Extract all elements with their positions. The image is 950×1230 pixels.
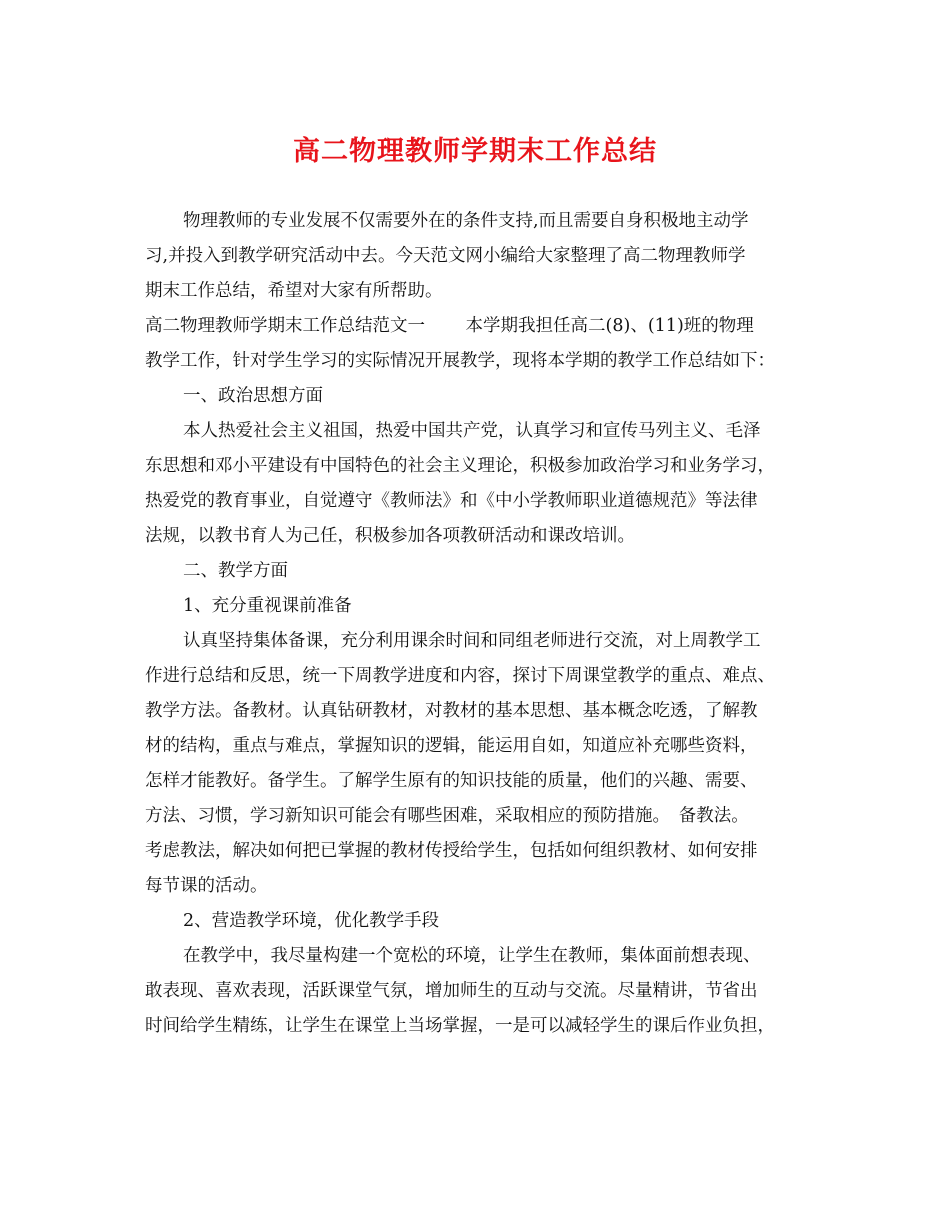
text-line: 法规，以教书育人为己任，积极参加各项教研活动和课改培训。 <box>145 526 635 546</box>
text-line: 习,并投入到教学研究活动中去。今天范文网小编给大家整理了高二物理教师学 <box>145 246 746 266</box>
text-line: 时间给学生精练，让学生在课堂上当场掌握，一是可以减轻学生的课后作业负担， <box>145 1016 775 1036</box>
section-heading: 一、政治思想方面 <box>183 386 323 406</box>
text-line: 作进行总结和反思，统一下周教学进度和内容，探讨下周课堂教学的重点、难点、 <box>145 666 775 686</box>
text-line: 热爱党的教育事业，自觉遵守《教师法》和《中小学教师职业道德规范》等法律 <box>145 491 758 511</box>
text-line: 在教学中，我尽量构建一个宽松的环境，让学生在教师，集体面前想表现、 <box>183 946 761 966</box>
text-line: 高二物理教师学期末工作总结范文一 本学期我担任高二(8)、(11)班的物理 <box>145 316 754 336</box>
text-line: 材的结构，重点与难点，掌握知识的逻辑，能运用自如，知道应补充哪些资料， <box>145 736 758 756</box>
document-body <box>145 204 805 1044</box>
text-line: 方法、习惯，学习新知识可能会有哪些困难，采取相应的预防措施。 备教法。 <box>145 806 749 826</box>
text-line: 敢表现、喜欢表现，活跃课堂气氛，增加师生的互动与交流。尽量精讲，节省出 <box>145 981 758 1001</box>
subsection-heading: 2、营造教学环境，优化教学手段 <box>183 911 440 931</box>
document-title: 高二物理教师学期末工作总结 <box>293 136 657 167</box>
subsection-heading: 1、充分重视课前准备 <box>183 596 352 616</box>
text-line: 期末工作总结，希望对大家有所帮助。 <box>145 281 443 301</box>
text-line: 认真坚持集体备课，充分利用课余时间和同组老师进行交流，对上周教学工 <box>183 631 761 651</box>
text-line: 怎样才能教好。备学生。了解学生原有的知识技能的质量，他们的兴趣、需要、 <box>145 771 758 791</box>
section-heading: 二、教学方面 <box>183 561 288 581</box>
text-line: 教学方法。备教材。认真钻研教材，对教材的基本思想、基本概念吃透，了解教 <box>145 701 758 721</box>
text-line: 物理教师的专业发展不仅需要外在的条件支持,而且需要自身积极地主动学 <box>183 211 749 231</box>
text-line: 考虑教法，解决如何把已掌握的教材传授给学生，包括如何组织教材、如何安排 <box>145 841 758 861</box>
text-line: 教学工作，针对学生学习的实际情况开展教学，现将本学期的教学工作总结如下： <box>145 351 775 371</box>
text-line: 每节课的活动。 <box>145 876 268 896</box>
text-line: 东思想和邓小平建设有中国特色的社会主义理论，积极参加政治学习和业务学习， <box>145 456 775 476</box>
text-line: 本人热爱社会主义祖国，热爱中国共产党，认真学习和宣传马列主义、毛泽 <box>183 421 761 441</box>
